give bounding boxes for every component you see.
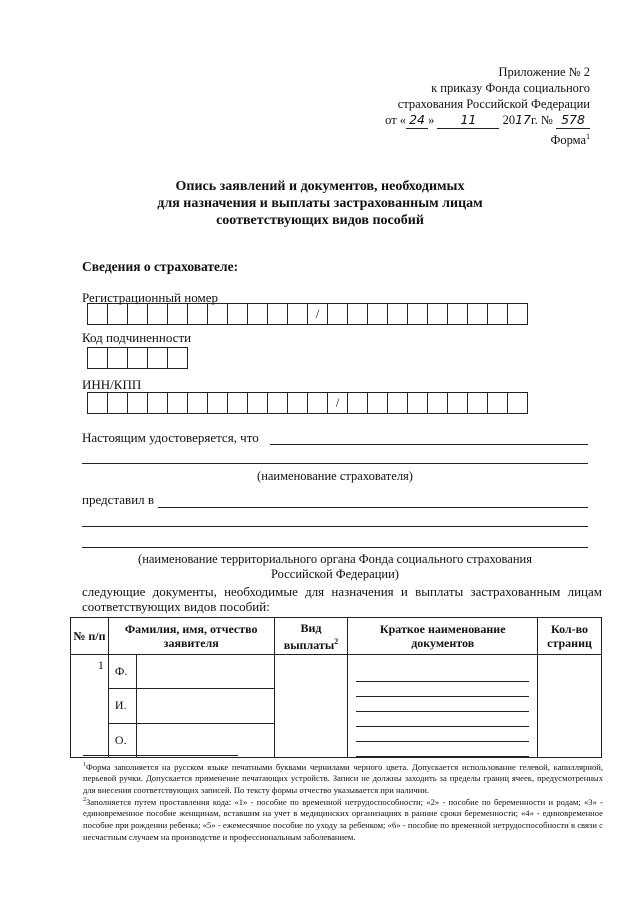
fss-line-1[interactable] [82,526,588,527]
reg-box[interactable] [447,303,468,325]
kpp-box[interactable] [507,392,528,414]
insurer-name-caption: (наименование страхователя) [257,469,413,483]
kpp-box[interactable] [347,392,368,414]
sub-box[interactable] [107,347,128,369]
col-name-header: Фамилия, имя, отчество заявителя [108,618,274,655]
fss-caption-line1: (наименование территориального органа Фонда социального страхования [138,552,532,566]
reg-box[interactable] [107,303,128,325]
payment-type-cell[interactable] [274,655,348,758]
kpp-box[interactable] [487,392,508,414]
order-number: 578 [556,112,590,129]
reg-box[interactable] [347,303,368,325]
reg-box[interactable] [267,303,288,325]
order-year: 17 [515,112,531,127]
col-pages-header: Кол-во страниц [538,618,602,655]
kpp-box[interactable] [427,392,448,414]
row-number: 1 [71,655,109,758]
order-month: 11 [437,112,499,129]
footnote-1-text: Форма заполняется на русском языке печатными буквами чернилами черного цвета. Допускается использование гелевой, капиллярной, перьевой ручки. Допускается применение печатающих устройств. Записи не должны заходить за пределы границ ячеек, предусмотренных для внесения соответствующих записей. По тексту формы отчество указывается при наличии. [83,761,603,796]
docs-text-line1: следующие документы, необходимые для назначения и выплаты застрахованным лицам [82,584,602,599]
reg-box[interactable] [507,303,528,325]
col-docs-header: Краткое наименование документов [348,618,538,655]
submitted-to-line[interactable] [158,507,588,508]
inn-kpp-separator: / [327,392,348,414]
inn-box[interactable] [107,392,128,414]
inn-box[interactable] [167,392,188,414]
reg-box[interactable] [147,303,168,325]
form-label-text: Форма [550,133,586,148]
inn-kpp-boxes[interactable] [88,392,528,414]
surname-cell[interactable] [136,655,274,689]
documents-table [70,617,602,758]
reg-box[interactable] [487,303,508,325]
reg-box[interactable] [387,303,408,325]
payment-header-text: Вид выплаты [283,620,335,652]
doc-line[interactable] [356,727,529,742]
year-suffix: г. № [530,113,553,127]
inn-box[interactable] [207,392,228,414]
inn-box[interactable] [307,392,328,414]
reg-box[interactable] [167,303,188,325]
col-payment-header [274,618,348,655]
doc-line[interactable] [356,742,529,757]
inn-kpp-label: ИНН/КПП [82,377,142,392]
date-prefix: от « [385,113,407,127]
doc-line[interactable] [356,697,529,712]
inn-box[interactable] [267,392,288,414]
pages-cell[interactable] [538,655,602,758]
fss-caption-line2: Российской Федерации) [271,567,399,581]
inn-box[interactable] [227,392,248,414]
reg-box[interactable] [407,303,428,325]
page-title [0,178,640,229]
inn-box[interactable] [287,392,308,414]
reg-box[interactable] [287,303,308,325]
inn-box[interactable] [87,392,108,414]
reg-box[interactable] [127,303,148,325]
reg-box[interactable] [187,303,208,325]
year-prefix: 20 [502,113,516,127]
footnote-2-text: Заполняется путем проставления кода: «1» - пособие по временной нетрудоспособности; «2» - пособие по беременности и родам; «3» - единовременное пособие женщинам, вставшим на учет в медицинских организациях в ранние сроки беременности; «4» - единовременное пособие при рождении ребенка; «5» - ежемесячное пособие по уходу за ребенком; «6» - пособие по временной нетрудоспособности в связи с несчастным случаем на производстве и профессиональным заболеванием. [83,796,603,842]
appendix-header [385,64,590,148]
appendix-line2: к приказу Фонда социального [431,81,590,95]
reg-box[interactable] [367,303,388,325]
form-label [385,129,590,148]
table-header-row [71,618,602,655]
appendix-date-line [385,112,590,129]
title-line2: для назначения и выплаты застрахованным лицам [157,196,483,211]
appendix-line3: страхования Российской Федерации [397,97,590,111]
reg-box[interactable] [427,303,448,325]
inn-box[interactable] [147,392,168,414]
kpp-box[interactable] [387,392,408,414]
certify-fill-line[interactable] [270,444,588,445]
footnote-2-mark: 2 [83,797,86,803]
reg-box[interactable] [87,303,108,325]
fss-caption [82,552,588,582]
inn-box[interactable] [247,392,268,414]
title-line3: соответствующих видов пособий [216,213,424,228]
payment-footnote-mark: 2 [334,636,339,646]
certify-text: Настоящим удостоверяется, что [82,430,259,445]
patronymic-label: О. [108,723,136,757]
doc-line[interactable] [356,712,529,727]
footnote-1-mark: 1 [83,762,86,768]
surname-label: Ф. [108,655,136,689]
reg-box[interactable] [247,303,268,325]
reg-box[interactable] [207,303,228,325]
reg-box[interactable] [327,303,348,325]
table-row [71,655,602,689]
kpp-box[interactable] [407,392,428,414]
reg-number-label: Регистрационный номер [82,290,218,305]
reg-separator: / [307,303,328,325]
fss-line-2[interactable] [82,547,588,548]
insurer-name-line[interactable] [82,463,588,464]
date-day-suffix: » [428,113,435,127]
appendix-line1: Приложение № 2 [498,65,590,79]
inn-box[interactable] [127,392,148,414]
title-line1: Опись заявлений и документов, необходимых [175,179,465,194]
footnote-2 [83,795,603,843]
subordination-boxes[interactable] [88,347,188,369]
sub-box[interactable] [127,347,148,369]
doc-line[interactable] [356,682,529,697]
first-name-cell[interactable] [136,689,274,723]
docs-text-line2: соответствующих видов пособий: [82,599,270,614]
footnote-1 [83,760,603,797]
col-num-header: № п/п [71,618,109,655]
docs-cell[interactable] [348,655,538,758]
kpp-box[interactable] [367,392,388,414]
patronymic-cell[interactable] [136,723,274,757]
sub-box[interactable] [147,347,168,369]
kpp-box[interactable] [447,392,468,414]
first-name-label: И. [108,689,136,723]
kpp-box[interactable] [467,392,488,414]
submitted-to-label: представил в [82,492,155,507]
form-footnote-mark: 1 [586,132,590,141]
doc-line[interactable] [356,667,529,682]
order-day: 24 [406,112,428,129]
reg-box[interactable] [227,303,248,325]
subordination-label: Код подчиненности [82,330,192,345]
footnote-divider [83,755,238,756]
sub-box[interactable] [167,347,188,369]
sub-box[interactable] [87,347,108,369]
reg-number-boxes[interactable] [88,303,528,325]
inn-box[interactable] [187,392,208,414]
reg-box[interactable] [467,303,488,325]
insurer-heading: Сведения о страхователе: [82,259,239,274]
